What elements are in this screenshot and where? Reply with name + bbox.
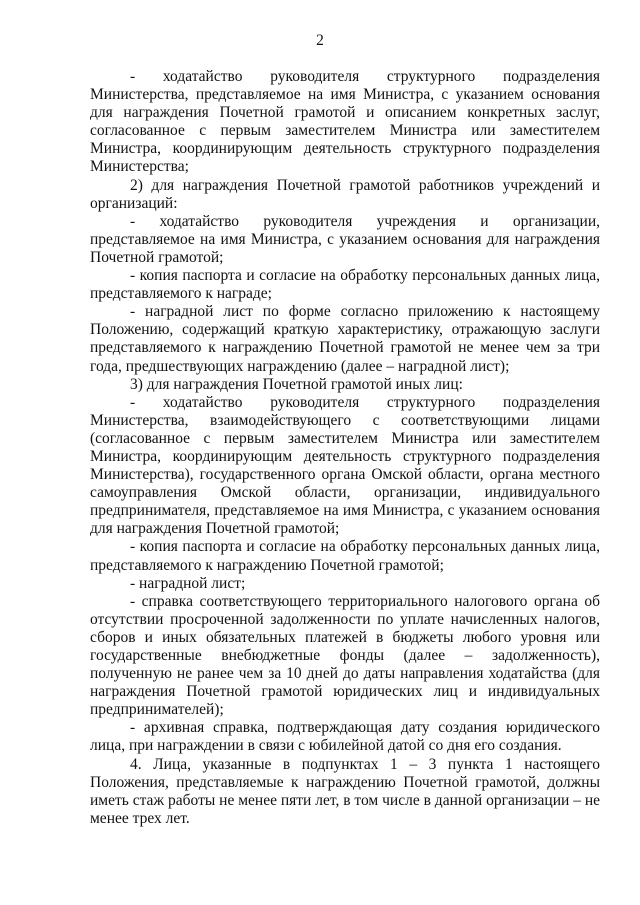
paragraph-passport-copy-other: - копия паспорта и согласие на обработку персональных данных лица, представляемого к награждению Почетной грамотой;	[90, 538, 600, 574]
paragraph-item-4: 4. Лица, указанные в подпунктах 1 – 3 пункта 1 настоящего Положения, представляемые к награждению Почетной грамотой, должны иметь стаж работы не менее пяти лет, в том числе в данной организации – не менее трех лет.	[90, 755, 600, 827]
paragraph-tax-certificate: - справка соответствующего территориального налогового органа об отсутствии просроченной задолженности по уплате начисленных налогов, сборов и иных обязательных платежей в бюджеты любого уровня или государственные внебюджетные фонды (далее – задолженность), полученную не ранее чем за 10 дней до даты направления ходатайства (для награждения Почетной грамотой юридических лиц и индивидуальных предпринимателей);	[90, 592, 600, 719]
paragraph-institution-petition: - ходатайство руководителя учреждения и организации, представляемое на имя Министра, с указанием основания для награждения Почетной грамотой;	[90, 212, 600, 266]
paragraph-passport-copy: - копия паспорта и согласие на обработку персональных данных лица, представляемого к награде;	[90, 267, 600, 303]
document-body	[90, 68, 600, 828]
paragraph-item-3-heading: 3) для награждения Почетной грамотой иных лиц:	[130, 375, 463, 393]
paragraph-award-sheet-short: - наградной лист;	[130, 574, 246, 592]
paragraph-award-sheet: - наградной лист по форме согласно приложению к настоящему Положению, содержащий краткую характеристику, отражающую заслуги представляемого к награждению Почетной грамотой не менее чем за три года, предшествующих награждению (далее – наградной лист);	[90, 303, 600, 375]
paragraph-other-petition: - ходатайство руководителя структурного подразделения Министерства, взаимодействующего с соответствующими лицами (согласованное с первым заместителем Министра или заместителем Министра, координирующим деятельность структурного подразделения Министерства), государственного органа Омской области, органа местного самоуправления Омской области, организации, индивидуального предпринимателя, представляемое на имя Министра, с указанием основания для награждения Почетной грамотой;	[90, 393, 600, 538]
page-number: 2	[316, 32, 324, 49]
paragraph-ministry-petition: - ходатайство руководителя структурного подразделения Министерства, представляемое на имя Министра, с указанием основания для награждения Почетной грамотой и описанием конкретных заслуг, согласованное с первым заместителем Министра или заместителем Министра, координирующим деятельность структурного подразделения Министерства;	[90, 68, 600, 176]
paragraph-item-2-heading: 2) для награждения Почетной грамотой работников учреждений и организаций:	[90, 176, 600, 212]
paragraph-archive-certificate: - архивная справка, подтверждающая дату создания юридического лица, при награждении в связи с юбилейной датой со дня его создания.	[90, 719, 600, 755]
